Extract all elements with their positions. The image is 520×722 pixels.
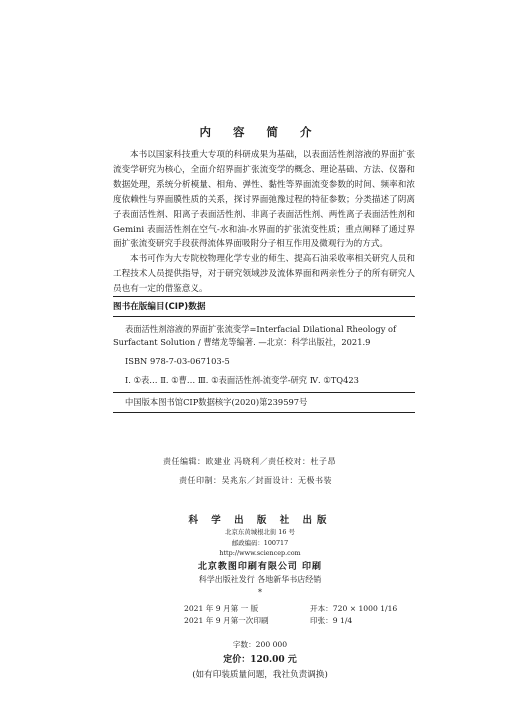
intro-paragraph-1: 本书以国家科技重大专项的科研成果为基础，以表面活性剂溶液的界面扩张流变学研究为核心，全面介绍界面扩张流变学的概念、理论基础、方法、仪器和数据处理，系统分析模量、相角、弹性、黏性等界面流变参数的时间、频率和浓度依赖性与界面膜性质的关系，探讨界面弛豫过程的特征参数；分类描述了阴离子表面活性剂、阳离子表面活性剂、非离子表面活性剂、两性离子表面活性剂和 Gemini 表面活性剂在空气-水和油-水界面的扩张流变性质；重点阐释了通过界面扩张流变研究手段获得流体界面吸附分子相互作用及微观行为的方式。 [113, 150, 415, 250]
cip-core-data: 中国版本图书馆CIP数据核字(2020)第239597号 [125, 397, 308, 407]
cip-classification: Ⅰ. ①表… Ⅱ. ①曹… Ⅲ. ①表面活性剂-流变学-研究 Ⅳ. ①TQ423 [125, 375, 359, 385]
printer-name: 北京教图印刷有限公司 印刷 [197, 562, 323, 572]
publisher-address: 北京东黄城根北街 16 号 [225, 528, 295, 536]
publisher-name: 科 学 出 版 社 出版 [188, 515, 332, 526]
cip-classification-rule [113, 392, 415, 393]
production-credits: 责任印制：吴兆东／封面设计：无极书装 [179, 476, 332, 485]
publisher-postcode: 邮政编码：100717 [231, 539, 289, 547]
editor-credits: 责任编辑：欧建业 冯晓利／责任校对：杜子昂 [163, 457, 337, 466]
publisher-website: http://www.sciencep.com [219, 549, 301, 557]
distribution-line: 科学出版社发行 各地新华书店经销 [198, 575, 322, 584]
edition-right-column [310, 603, 430, 627]
cip-heading: 图书在版编目(CIP)数据 [113, 302, 206, 312]
cip-title-line-1: 表面活性剂溶液的界面扩张流变学=Interfacial Dilational Rheology of [125, 324, 397, 334]
cip-bottom-rule [113, 412, 415, 413]
separator-star: * [258, 588, 262, 597]
word-count: 字数：200 000 [232, 640, 288, 649]
price: 定价：120.00 元 [223, 655, 297, 665]
cip-isbn: ISBN 978-7-03-067103-5 [125, 356, 230, 366]
book-format: 开本：720 × 1000 1/16 [310, 604, 398, 613]
intro-body [113, 148, 415, 297]
first-edition: 2021 年 9 月第 一 版 [184, 604, 259, 613]
printed-sheets: 印张：9 1/4 [310, 616, 353, 625]
edition-left-column [184, 603, 304, 627]
quality-notice: (如有印装质量问题，我社负责调换) [192, 670, 328, 680]
first-printing: 2021 年 9 月第一次印刷 [184, 616, 269, 625]
cip-title-line-2: Surfactant Solution / 曹绪龙等编著. —北京：科学出版社，2021.9 [113, 337, 371, 347]
intro-paragraph-2: 本书可作为大专院校物理化学专业的师生、提高石油采收率相关研究人员和工程技术人员提供指导，对于研究领域涉及流体界面和两亲性分子的所有研究人员也有一定的借鉴意义。 [113, 254, 415, 295]
intro-title: 内 容 简 介 [199, 125, 321, 139]
cip-block [113, 296, 415, 413]
cip-top-rule [113, 296, 415, 297]
